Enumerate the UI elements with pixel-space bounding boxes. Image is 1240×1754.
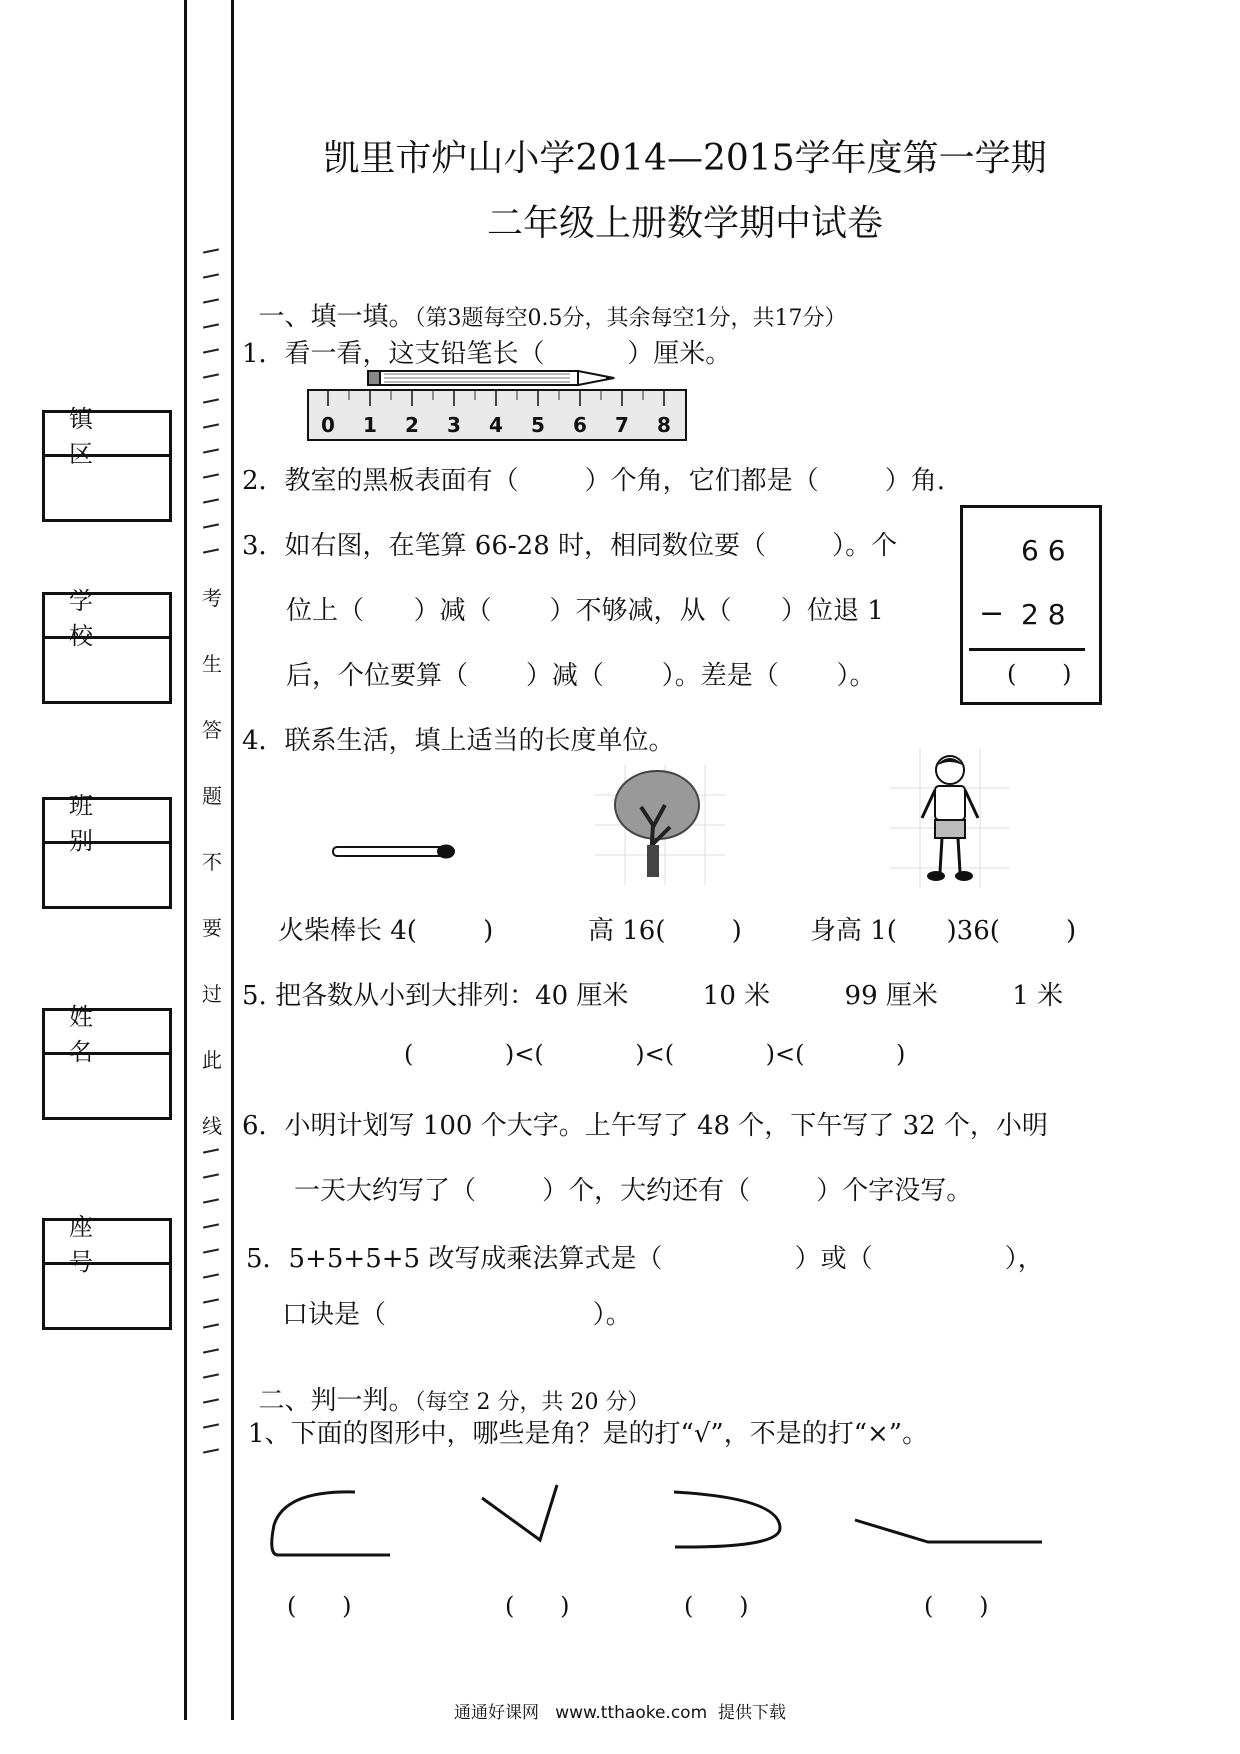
answer-blank[interactable]: ( ) (684, 1592, 749, 1620)
seal-char: 线 (202, 1114, 222, 1138)
question-7-line1: 5．5+5+5+5 改写成乘法算式是（ ）或（ ）， (246, 1244, 1044, 1274)
seal-char: 要 (202, 916, 222, 940)
pencil-icon (368, 371, 616, 385)
question-5-line1: 5. 把各数从小到大排列：40 厘米 10 米 99 厘米 1 米 (242, 981, 1064, 1011)
section2-heading (242, 1350, 650, 1417)
matchstick-icon (330, 840, 460, 864)
question-3-line3: 后，个位要算（ ）减（ ）。差是（ ）。 (286, 661, 876, 691)
shape-options-figure (260, 1480, 1060, 1580)
subtraction-box (960, 505, 1102, 705)
ruler-tick-label: 1 (363, 413, 377, 437)
tree-height: 高 16( ) (588, 916, 742, 946)
subtraction-top: 6 6 (1021, 534, 1066, 567)
subtraction-result: ( ) (1007, 660, 1072, 688)
name-label: 姓 名 (45, 1011, 169, 1055)
binding-line-right (231, 0, 234, 1720)
subtraction-rule (969, 648, 1085, 651)
boy-icon (890, 748, 1010, 888)
seal-char: 题 (202, 784, 222, 808)
shape-v-angle-icon (482, 1485, 557, 1540)
seal-char: 此 (202, 1048, 222, 1072)
tree-icon (595, 765, 725, 885)
school-box[interactable] (42, 586, 172, 704)
answer-blank[interactable]: ( ) (924, 1592, 989, 1620)
ruler-tick-label: 3 (447, 413, 461, 437)
question-2: 2．教室的黑板表面有（ ）个角，它们都是（ ）角. (242, 466, 946, 496)
section1-title: 一、填一填。 (258, 302, 415, 332)
section2-question-1: 1、下面的图形中，哪些是角？是的打“√”，不是的打“×”。 (248, 1419, 929, 1449)
ruler-tick-label: 7 (615, 413, 629, 437)
section1-note: （第3题每空0.5分，其余每空1分，共17分） (414, 306, 847, 331)
binding-line-left (184, 0, 187, 1720)
section1-heading (242, 266, 847, 333)
seal-char: 考 (202, 586, 222, 610)
seal-char: 不 (202, 850, 222, 874)
seal-char: 过 (202, 982, 222, 1006)
question-6-line1: 6．小明计划写 100 个大字。上午写了 48 个，下午写了 32 个，小明 (242, 1111, 1048, 1141)
name-box[interactable] (42, 1002, 172, 1120)
section2-note: （每空 2 分，共 20 分） (414, 1390, 650, 1415)
matchstick-length: 火柴棒长 4( ) (278, 916, 494, 946)
ruler-tick-label: 4 (489, 413, 503, 437)
seal-char: 生 (202, 652, 222, 676)
town-label: 镇 区 (45, 413, 169, 457)
pencil-ruler-figure (300, 368, 700, 450)
subtraction-bottom: 2 8 (1021, 598, 1066, 631)
school-label: 学 校 (45, 595, 169, 639)
seat-label: 座 号 (45, 1221, 169, 1265)
minus-sign: − (979, 596, 1005, 631)
class-box[interactable] (42, 791, 172, 909)
class-label: 班 别 (45, 800, 169, 844)
seat-box[interactable] (42, 1212, 172, 1330)
ruler-tick-label: 2 (405, 413, 419, 437)
question-7-line2: 口诀是（ ）。 (282, 1300, 632, 1330)
question-4: 4．联系生活，填上适当的长度单位。 (242, 726, 675, 756)
ruler-icon (308, 390, 686, 440)
ruler-tick-label: 6 (573, 413, 587, 437)
question-6-line2: 一天大约写了（ ）个，大约还有（ ）个字没写。 (294, 1176, 973, 1206)
exam-title-line1: 凯里市炉山小学2014—2015学年度第一学期 (323, 138, 1047, 179)
ruler-tick-label: 0 (321, 413, 335, 437)
question-3-line1: 3．如右图，在笔算 66-28 时，相同数位要（ ）。个 (242, 531, 898, 561)
answer-blank[interactable]: ( ) (287, 1592, 352, 1620)
question-3-line2: 位上（ ）减（ ）不够减，从（ ）位退 1 (286, 596, 884, 626)
ruler-tick-label: 8 (657, 413, 671, 437)
shape-bent-line-icon (855, 1520, 1042, 1542)
question-5-line2: ( )<( )<( )<( ) (404, 1040, 906, 1068)
section2-title: 二、判一判。 (258, 1386, 415, 1416)
seal-char: 答 (202, 718, 222, 742)
answer-blank[interactable]: ( ) (505, 1592, 570, 1620)
town-box[interactable] (42, 404, 172, 522)
ruler-tick-label: 5 (531, 413, 545, 437)
exam-title-line2: 二年级上册数学期中试卷 (486, 203, 883, 244)
shape-curve-line-icon (272, 1492, 390, 1555)
footer-credit: 通通好课网 www.tthaoke.com 提供下载 (454, 1703, 786, 1723)
shape-curved-u-icon (674, 1492, 780, 1547)
boy-height: 身高 1( )36( ) (810, 916, 1077, 946)
question-1: 1．看一看，这支铅笔长（ ）厘米。 (242, 339, 732, 369)
